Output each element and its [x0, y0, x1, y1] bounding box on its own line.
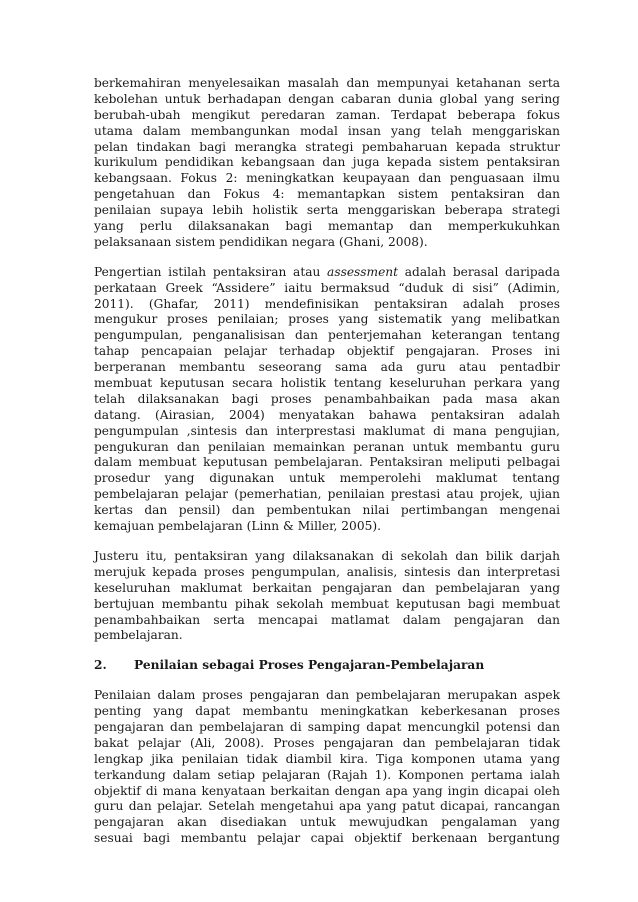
text-line: bertujuan membantu pihak sekolah membuat keputusan bagi membuat — [94, 596, 560, 611]
text-line: dalam membuat keputusan pembelajaran. Pentaksiran meliputi pelbagai — [94, 455, 560, 470]
text-line: utama dalam membangunkan modal insan yang telah menggariskan — [94, 123, 560, 138]
italic-term: assessment — [327, 264, 399, 279]
text-line: pengetahuan dan Fokus 4: memantapkan sistem pentaksiran dan — [94, 187, 560, 202]
text-line: berubah-ubah mengikut peredaran zaman. Terdapat beberapa fokus — [94, 107, 560, 122]
text-line: kebolehan untuk berhadapan dengan cabaran dunia global yang sering — [94, 91, 560, 106]
text-line: telah dilaksanakan bagi proses penambahbaikan pada masa akan — [94, 391, 560, 406]
text-line: perkataan Greek “Assidere” iaitu bermaksud “duduk di sisi” (Adimin, — [94, 280, 560, 295]
document-page — [94, 76, 560, 861]
text-line: pengajaran dan pembelajaran di samping dapat mencungkil potensi dan — [94, 719, 560, 734]
text-run: adalah berasal daripada — [398, 264, 560, 279]
text-line: pengumpulan ,sintesis dan interprestasi maklumat di mana pengujian, — [94, 423, 560, 438]
text-line: mengukur proses penilaian; proses yang sistematik yang melibatkan — [94, 312, 560, 327]
paragraph-penilaian — [94, 688, 560, 847]
text-line: penilaian supaya lebih holistik serta menggariskan beberapa strategi — [94, 203, 560, 218]
text-line: keseluruhan maklumat berkaitan pengajaran dan pembelajaran yang — [94, 580, 560, 595]
text-line: pengukuran dan penilaian memainkan peranan untuk membantu guru — [94, 439, 560, 454]
text-line: guru dan pelajar. Setelah mengetahui apa yang patut dicapai, rancangan — [94, 799, 560, 814]
text-run: Pengertian istilah pentaksiran atau — [94, 264, 328, 279]
text-line: membuat keputusan secara holistik tentang keseluruhan perkara yang — [94, 376, 560, 391]
text-line: bakat pelajar (Ali, 2008). Proses pengajaran dan pembelajaran tidak — [94, 735, 560, 750]
text-line: penting yang dapat membantu meningkatkan keberkesanan proses — [94, 704, 560, 719]
paragraph-modal-insan — [94, 76, 560, 251]
section-number: 2. — [94, 658, 107, 673]
section-heading — [94, 658, 560, 674]
text-line: sesuai bagi membantu pelajar capai objektif berkenaan bergantung — [94, 831, 560, 846]
text-line: merujuk kepada proses pengumpulan, analisis, sintesis dan interpretasi — [94, 564, 560, 579]
text-line: pelaksanaan sistem pendidikan negara (Ghani, 2008). — [94, 234, 428, 249]
text-line: pengajaran akan disediakan untuk mewujudkan pengalaman yang — [94, 815, 560, 830]
text-line: penambahbaikan serta mencapai matlamat dalam pengajaran dan — [94, 612, 560, 627]
paragraph-pengertian-pentaksiran — [94, 265, 560, 535]
text-line: yang perlu dilaksanakan bagi memantap dan memperkukuhkan — [94, 219, 560, 234]
text-line: pembelajaran pelajar (pemerhatian, penilaian prestasi atau projek, ujian — [94, 487, 560, 502]
section-title: Penilaian sebagai Proses Pengajaran-Pembelajaran — [134, 658, 485, 673]
text-line: prosedur yang digunakan untuk memperolehi maklumat tentang — [94, 471, 560, 486]
text-line: berkemahiran menyelesaikan masalah dan mempunyai ketahanan serta — [94, 76, 560, 90]
text-line: Penilaian dalam proses pengajaran dan pembelajaran merupakan aspek — [94, 688, 560, 703]
text-line: berperanan membantu seseorang sama ada guru atau pentadbir — [94, 360, 560, 375]
text-line: 2011). (Ghafar, 2011) mendefinisikan pentaksiran adalah proses — [94, 296, 560, 311]
text-line: tahap pencapaian pelajar terhadap objektif pengajaran. Proses ini — [94, 344, 560, 359]
text-line: kertas dan pensil) dan pembentukan nilai pertimbangan mengenai — [94, 503, 560, 518]
text-line — [94, 265, 560, 281]
text-line: datang. (Airasian, 2004) menyatakan bahawa pentaksiran adalah — [94, 407, 560, 422]
text-line: terkandung dalam setiap pelajaran (Rajah 1). Komponen pertama ialah — [94, 767, 560, 782]
text-line: Justeru itu, pentaksiran yang dilaksanakan di sekolah dan bilik darjah — [94, 548, 560, 563]
text-line: lengkap jika penilaian tidak diambil kira. Tiga komponen utama yang — [94, 751, 560, 766]
text-line: pengumpulan, penganalisisan dan penterjemahan keterangan tentang — [94, 328, 560, 343]
text-line: kebangsaan. Fokus 2: meningkatkan keupayaan dan penguasaan ilmu — [94, 171, 560, 186]
text-line: kemajuan pembelajaran (Linn & Miller, 2005). — [94, 519, 381, 534]
text-line: pelan tindakan bagi merangka strategi pembaharuan kepada struktur — [94, 139, 560, 154]
text-line: pembelajaran. — [94, 628, 183, 643]
text-line: objektif di mana kenyataan berkaitan dengan apa yang ingin dicapai oleh — [94, 783, 560, 798]
text-line: kurikulum pendidikan kebangsaan dan juga kepada sistem pentaksiran — [94, 155, 560, 170]
paragraph-justeru — [94, 549, 560, 644]
